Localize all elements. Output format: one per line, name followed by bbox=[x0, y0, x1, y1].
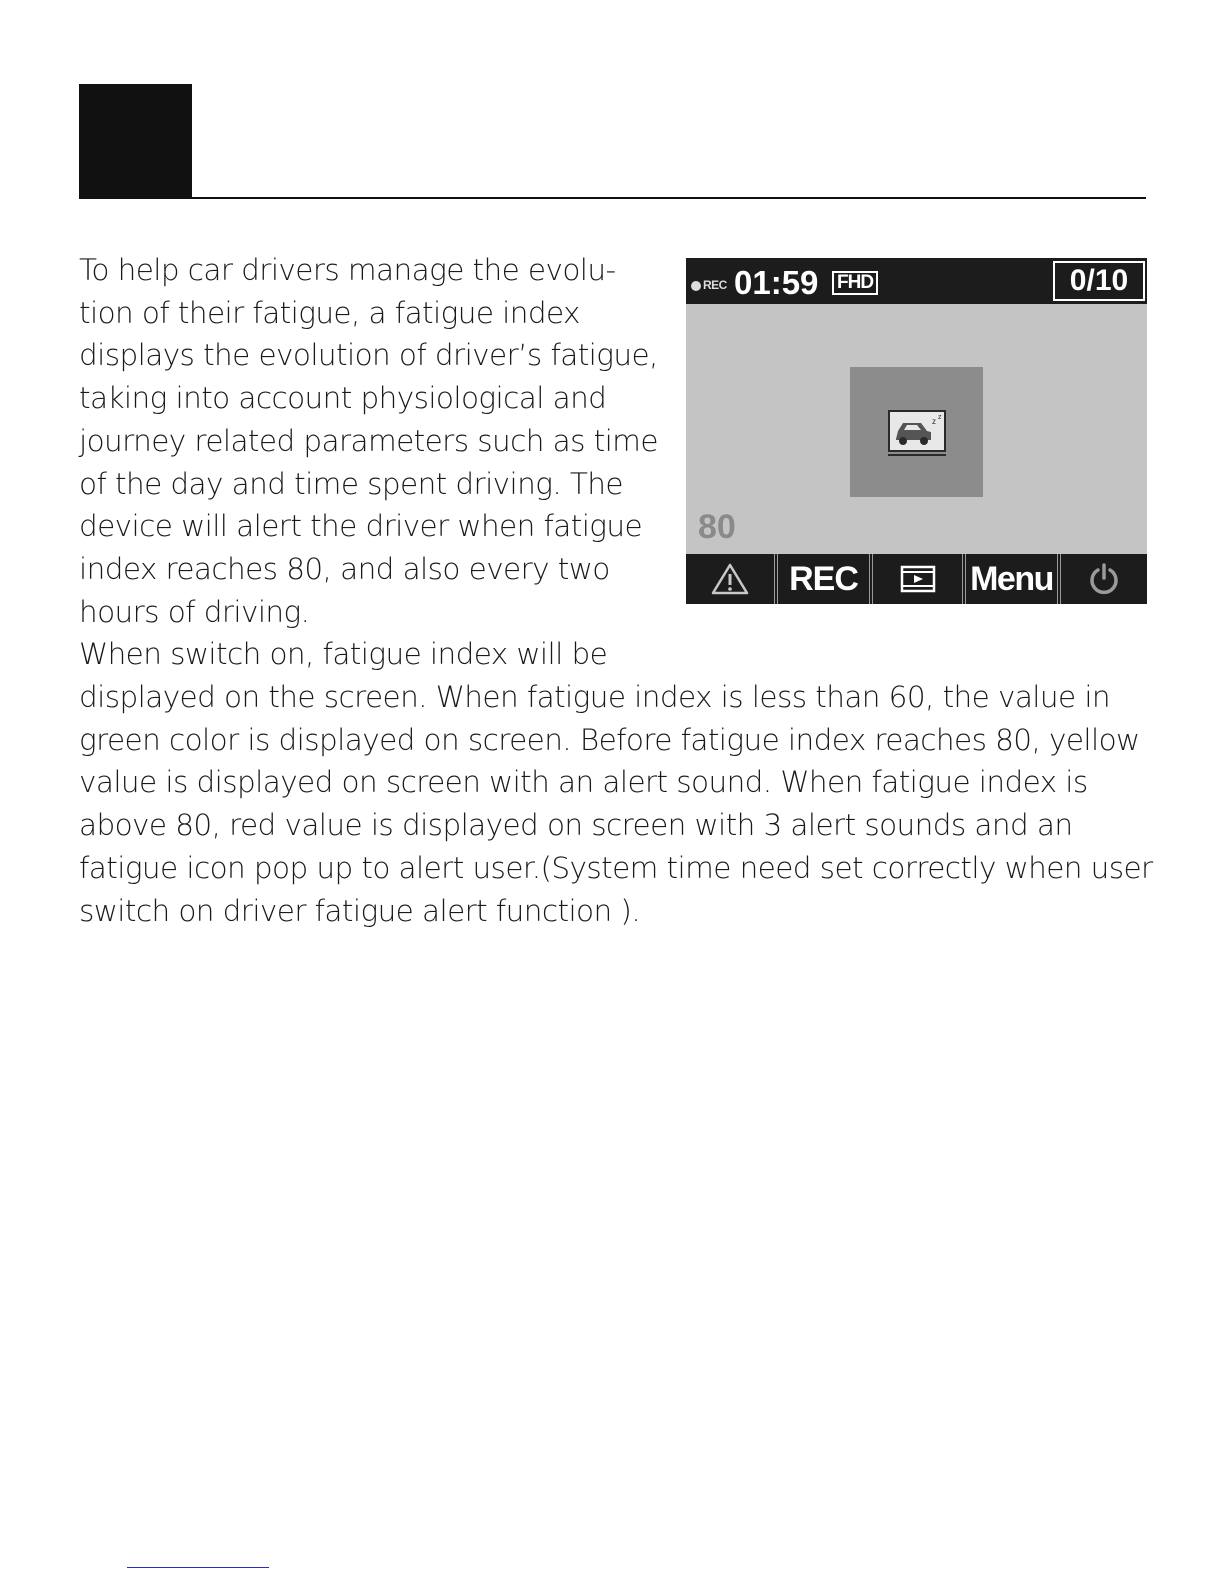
footer-rule bbox=[127, 1567, 269, 1568]
text-line: journey related parameters such as time bbox=[79, 423, 658, 458]
text-line: above 80, red value is displayed on screen with 3 alert sounds and an bbox=[79, 808, 1073, 843]
button-bar bbox=[686, 554, 1147, 604]
playback-button[interactable] bbox=[873, 556, 962, 602]
sleepy-car-icon bbox=[887, 409, 947, 457]
text-line: of the day and time spent driving. The bbox=[79, 466, 623, 501]
rec-indicator-dot bbox=[691, 281, 701, 291]
fatigue-alert-popup bbox=[850, 367, 983, 497]
text-line: When switch on, fatigue index will be bbox=[79, 637, 608, 672]
resolution-badge: FHD bbox=[832, 271, 878, 295]
rec-indicator-label: REC bbox=[703, 278, 727, 292]
text-line: value is displayed on screen with an alert sound. When fatigue index is bbox=[79, 765, 1088, 800]
text-line: displayed on the screen. When fatigue index is less than 60, the value in bbox=[79, 680, 1111, 715]
svg-text:z: z bbox=[932, 417, 936, 426]
status-bar bbox=[686, 258, 1147, 304]
power-icon bbox=[1087, 562, 1121, 596]
warning-button[interactable] bbox=[686, 556, 774, 602]
header-rule bbox=[79, 197, 1146, 199]
warning-triangle-icon bbox=[710, 562, 750, 596]
text-line: To help car drivers manage the evolu- bbox=[79, 253, 616, 287]
device-screen-illustration bbox=[686, 258, 1147, 604]
power-button[interactable] bbox=[1061, 556, 1147, 602]
text-line: green color is displayed on screen. Before fatigue index reaches 80, yellow bbox=[79, 722, 1140, 757]
text-line: fatigue icon pop up to alert user.(System time need set correctly when user bbox=[79, 850, 1153, 885]
chapter-header-block bbox=[79, 84, 192, 199]
file-counter: 0/10 bbox=[1053, 261, 1145, 301]
playback-icon bbox=[900, 564, 936, 594]
text-line: switch on driver fatigue alert function ). bbox=[79, 893, 641, 928]
text-line: tion of their fatigue, a fatigue index bbox=[79, 295, 580, 330]
recording-time: 01:59 bbox=[734, 264, 819, 301]
text-line: device will alert the driver when fatigue bbox=[79, 509, 643, 544]
text-line: index reaches 80, and also every two bbox=[79, 551, 610, 586]
rec-button[interactable]: REC bbox=[789, 559, 858, 598]
fatigue-index-value: 80 bbox=[698, 508, 736, 546]
text-line: displays the evolution of driver’s fatigue, bbox=[79, 338, 658, 373]
svg-text:z: z bbox=[938, 414, 942, 421]
text-line: hours of driving. bbox=[79, 594, 310, 629]
text-line: taking into account physiological and bbox=[79, 381, 607, 416]
menu-button[interactable]: Menu bbox=[970, 559, 1053, 598]
